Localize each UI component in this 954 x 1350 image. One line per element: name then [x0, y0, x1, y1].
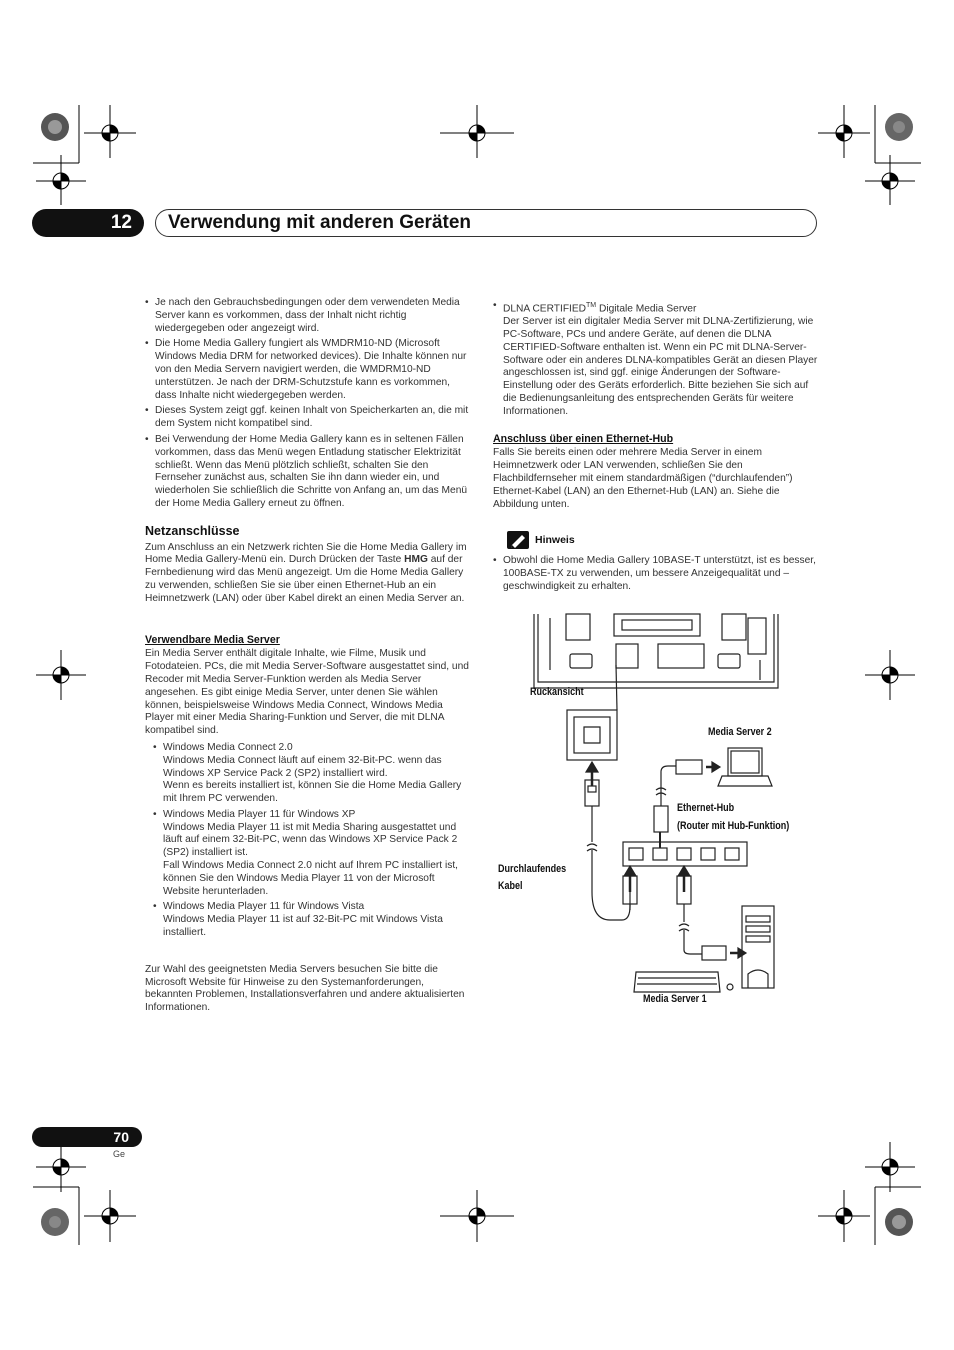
section-heading-hub: Anschluss über einen Ethernet-Hub: [493, 432, 674, 445]
note-list: [493, 555, 818, 593]
label-ethernet-hub: Ethernet-Hub: [677, 802, 735, 814]
dlna-desc: Der Server ist ein digitaler Media Server mit DLNA-Zertifizierung, wie PC-Software, PCs und andere Geräte, auf denen die DLNA CERTIFIED-Software enthalten ist. Wenn ein PC mit DLNA-Server-Software oder ein anderes DLNA-kompatibles Gerät an diesen Player angeschlossen ist, sind ggf. einige Änderungen der Software-Einstellung oder des Geräts erforderlich. Bitte beziehen Sie sich auf die Bedienungsanleitung des entsprechenden Geräts für weitere Informationen.: [503, 316, 818, 417]
language-code: Ge: [113, 1149, 126, 1159]
pencil-icon: [507, 531, 529, 549]
media-server-paragraph: Ein Media Server enthält digitale Inhalte, wie Filme, Musik und Fotodateien. PCs, die mit Media Server-Software ausgestattet sind, und Recoder mit Media Server-Funktion werden als Media Server angesehen. Es gibt einige Media Server, unter denen Sie wählen können, beispielsweise Windows Media Connect, Windows Media Player mit einer Media Sharing-Funktion und Server, die mit DLNA kompatibel sind.: [145, 648, 469, 737]
laptop: [718, 748, 772, 786]
tv-rear-panel: [534, 614, 778, 688]
section-heading-network: Netzanschlüsse: [145, 523, 240, 538]
server-desc: Windows Media Player 11 ist mit Media Sharing ausgestattet und läuft auf einem 32-Bit-PC, wenn das Windows XP Service Pack 2 (SP2) installiert ist.: [163, 821, 458, 859]
ethernet-hub: [623, 842, 747, 866]
network-text: Zum Anschluss an ein Netzwerk richten Sie die Home Media Gallery im Home Media Gallery-Menü ein. Durch Drücken der Taste: [145, 541, 467, 566]
dlna-list: [493, 300, 818, 419]
desktop-pc: [742, 906, 774, 988]
list-item: • Obwohl die Home Media Gallery 10BASE-T unterstützt, ist es besser, 100BASE-TX zu verwenden, um bessere Anzeigequalität und –geschwindigkeit zu erhalten.: [493, 555, 818, 593]
section-heading-media-server: Verwendbare Media Server: [145, 633, 280, 646]
list-item: [145, 809, 472, 899]
caution-list: [145, 297, 472, 511]
note-header: [493, 531, 818, 549]
dlna-suffix: Digitale Media Server: [596, 303, 697, 315]
list-item: [493, 300, 818, 419]
server-desc: Windows Media Player 11 ist auf 32-Bit-PC mit Windows Vista installiert.: [163, 914, 443, 939]
list-item: • Dieses System zeigt ggf. keinen Inhalt von Speicherkarten an, die mit dem System nicht kompatibel sind.: [145, 405, 472, 431]
hub-paragraph: Falls Sie bereits einen oder mehrere Media Server in einem Heimnetzwerk oder LAN verwenden, schließen Sie den Flachbildfernseher mit einem standardmäßigen (“durchlaufenden”) Ethernet-Kabel (LAN) an den Ethernet-Hub (LAN) an. Siehe die Abbildung unten.: [493, 447, 793, 510]
server-name: • Windows Media Player 11 für Windows XP: [163, 808, 356, 820]
network-text: auf der Fernbedienung wird das Menü angezeigt. Um die Home Media Gallery zu verwenden, schließen Sie sie über einen Ethernet-Hub an ein Heimnetzwerk (LAN) oder über Kabel direkt an einen Media Server an.: [145, 554, 465, 604]
list-item: • Je nach den Gebrauchsbedingungen oder dem verwendeten Media Server kann es vorkommen, dass der Inhalt nicht richtig wiedergegeben oder angezeigt wird.: [145, 297, 472, 335]
dlna-name: DLNA CERTIFIED: [503, 303, 587, 315]
network-paragraph: [145, 542, 472, 606]
dlna-title: [503, 300, 818, 316]
right-column: [493, 300, 818, 597]
chapter-number: 12: [32, 209, 144, 237]
chapter-title: Verwendung mit anderen Geräten: [168, 212, 472, 233]
label-cable-2: Kabel: [498, 880, 523, 892]
server-name: • Windows Media Player 11 für Windows Vista: [163, 901, 365, 913]
trademark: TM: [586, 302, 597, 309]
server-desc: Windows Media Connect läuft auf einem 32-Bit-PC. wenn das Windows XP Service Pack 2 (SP2) installiert wird.: [163, 754, 442, 779]
closing-paragraph: Zur Wahl des geeignetsten Media Servers besuchen Sie bitte die Microsoft Website für Hinweise zu den Systemanforderungen, bekannten Problemen, Installationsverfahren und andere aktualisierten Informationen.: [145, 963, 465, 1014]
label-cable-1: Durchlaufendes: [498, 863, 567, 875]
page-number: 70: [32, 1127, 142, 1147]
server-list: [145, 742, 472, 940]
list-item: • Die Home Media Gallery fungiert als WMDRM10-ND (Microsoft Windows Media DRM for networked devices). Die Inhalte können nur von den Media Servern navigiert werden, die WMDRM10-ND unterstützen. Je nach der DRM-Schutzstufe kann es vorkommen, dass Inhalte nicht wiedergegeben werden.: [145, 338, 472, 402]
list-item: • Bei Verwendung der Home Media Gallery kann es in seltenen Fällen vorkommen, dass das Menü wegen Entladung statischer Elektrizität schließt. Wenn das Menü plötzlich schließt, schalten Sie den Fernseher zunächst aus, schalten Sie ihn dann wieder ein, und wiederholen Sie schließlich die Schritte von Anfang an, um das Menü der Home Media Gallery erneut zu öffnen.: [145, 434, 472, 511]
list-item: [145, 742, 472, 806]
note-label: Hinweis: [535, 533, 575, 546]
label-rear-view: Rückansicht: [530, 686, 584, 698]
connection-diagram: [490, 610, 820, 1010]
list-item: [145, 901, 472, 939]
left-column: [145, 297, 472, 1015]
server-desc: Fall Windows Media Connect 2.0 nicht auf Ihrem PC installiert ist, können Sie den Windows Media Player 11 von der Microsoft Website herunterladen.: [163, 860, 458, 897]
keyboard: [634, 972, 733, 992]
label-router: (Router mit Hub-Funktion): [677, 820, 790, 832]
hmg-key: HMG: [404, 554, 428, 566]
server-name: • Windows Media Connect 2.0: [163, 741, 293, 753]
label-media-server-1: Media Server 1: [643, 993, 707, 1005]
label-media-server-2: Media Server 2: [708, 726, 772, 738]
server-desc: Wenn es bereits installiert ist, können Sie die Home Media Gallery mit Ihrem PC verwenden.: [163, 780, 462, 805]
